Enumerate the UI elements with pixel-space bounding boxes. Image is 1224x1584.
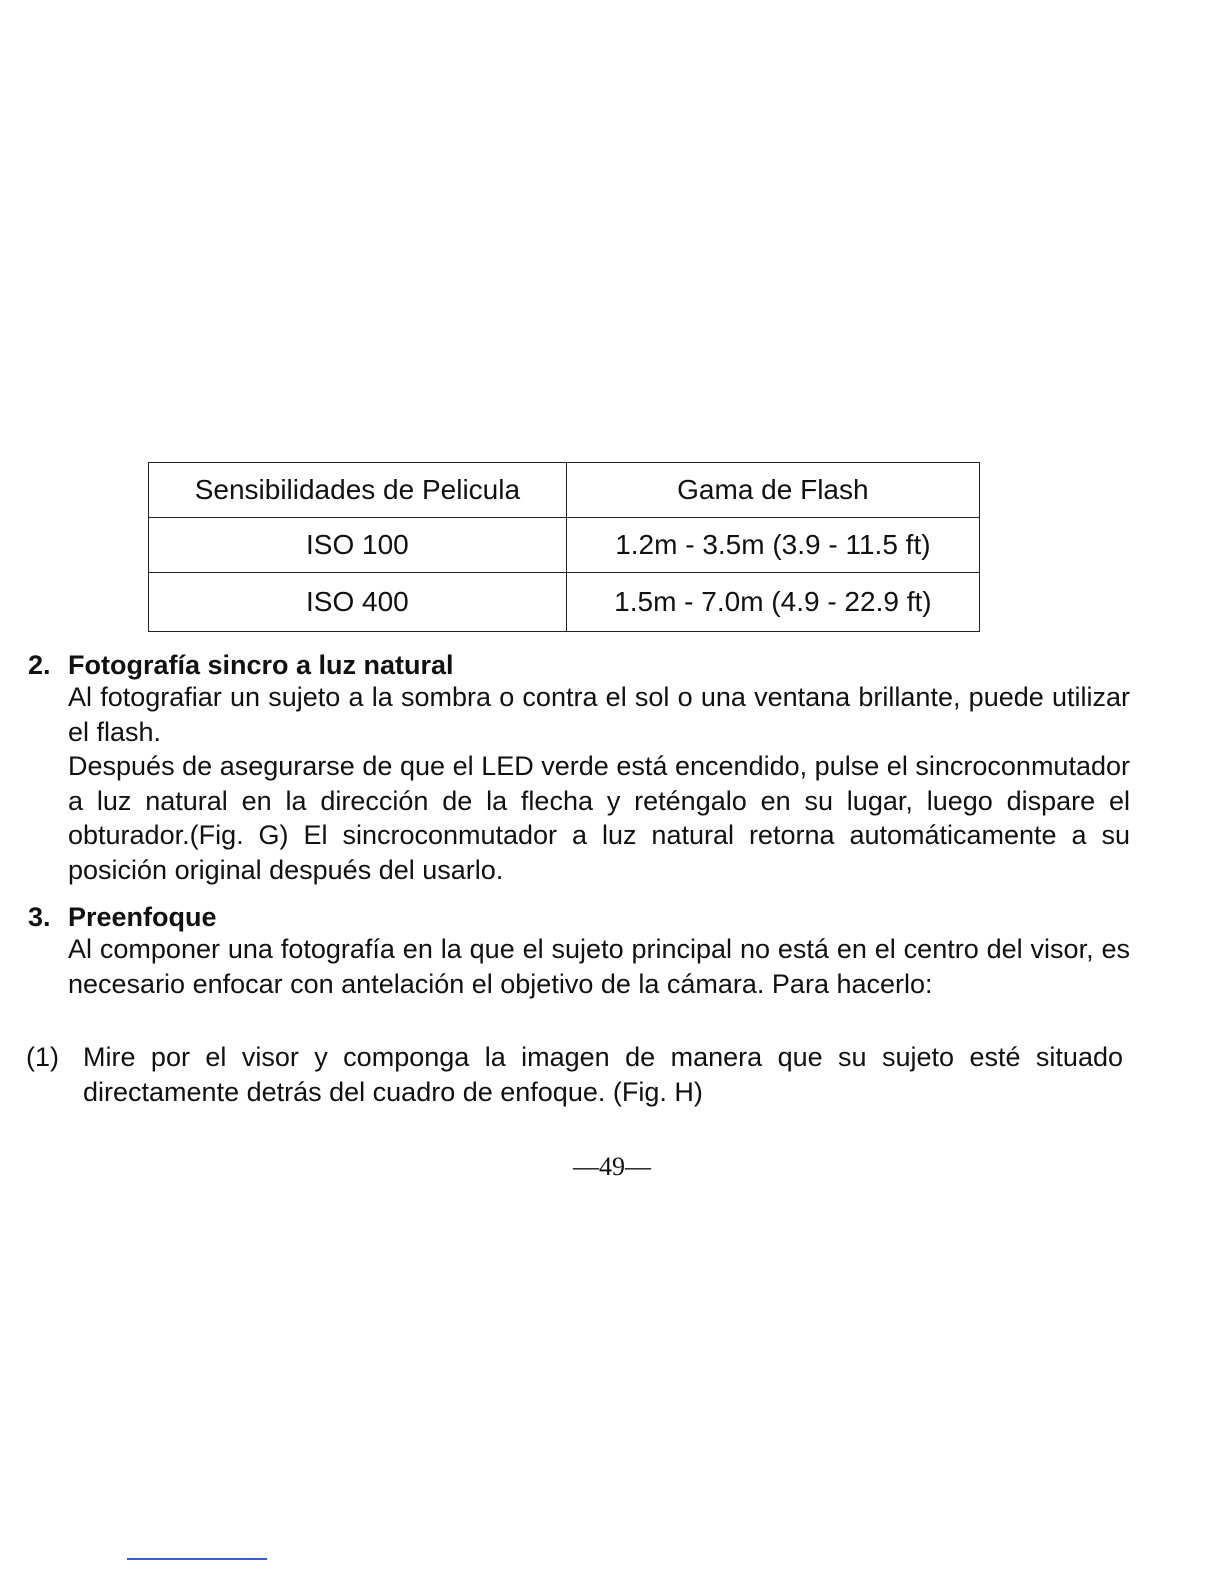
paragraph: Al fotografiar un sujeto a la sombra o contra el sol o una ventana brillante, puede utilizar el flash. <box>68 682 1130 747</box>
section-heading <box>28 650 1128 680</box>
section-title: Fotografía sincro a luz natural <box>68 650 454 680</box>
table-header-film-speed: Sensibilidades de Pelicula <box>149 463 567 518</box>
section-title: Preenfoque <box>68 902 217 932</box>
step-text: Mire por el visor y componga la imagen de manera que su sujeto esté situado directamente detrás del cuadro de enfoque. (Fig. H) <box>83 1042 1123 1107</box>
section-number: 3. <box>28 902 51 932</box>
flash-range-table <box>148 462 980 632</box>
table-cell-iso: ISO 400 <box>149 573 567 632</box>
section-daylight-sync <box>28 650 1128 887</box>
section-heading <box>28 902 1128 932</box>
table-cell-range: 1.5m - 7.0m (4.9 - 22.9 ft) <box>566 573 979 632</box>
paragraph: Después de asegurarse de que el LED verde está encendido, pulse el sincroconmutador a luz natural en la dirección de la flecha y reténgalo en su lugar, luego dispare el obturador.(Fig. G) El sincroconmutador a luz natural retorna automáticamente a su posición original después del usarlo. <box>68 751 1130 885</box>
footer-divider <box>127 1558 267 1560</box>
page-number: —49— <box>573 1152 651 1181</box>
section-number: 2. <box>28 650 51 680</box>
section-body <box>68 932 1130 1001</box>
table-header-flash-range: Gama de Flash <box>566 463 979 518</box>
section-prefocus <box>28 902 1128 1001</box>
section-body <box>68 680 1130 887</box>
step-number: (1) <box>26 1042 59 1072</box>
table-header-row <box>149 463 980 518</box>
table-row <box>149 573 980 632</box>
table-cell-iso: ISO 100 <box>149 518 567 573</box>
numbered-step <box>26 1040 1130 1110</box>
table-cell-range: 1.2m - 3.5m (3.9 - 11.5 ft) <box>566 518 979 573</box>
paragraph: Al componer una fotografía en la que el sujeto principal no está en el centro del visor, es necesario enfocar con antelación el objetivo de la cámara. Para hacerlo: <box>68 934 1130 999</box>
table-row <box>149 518 980 573</box>
